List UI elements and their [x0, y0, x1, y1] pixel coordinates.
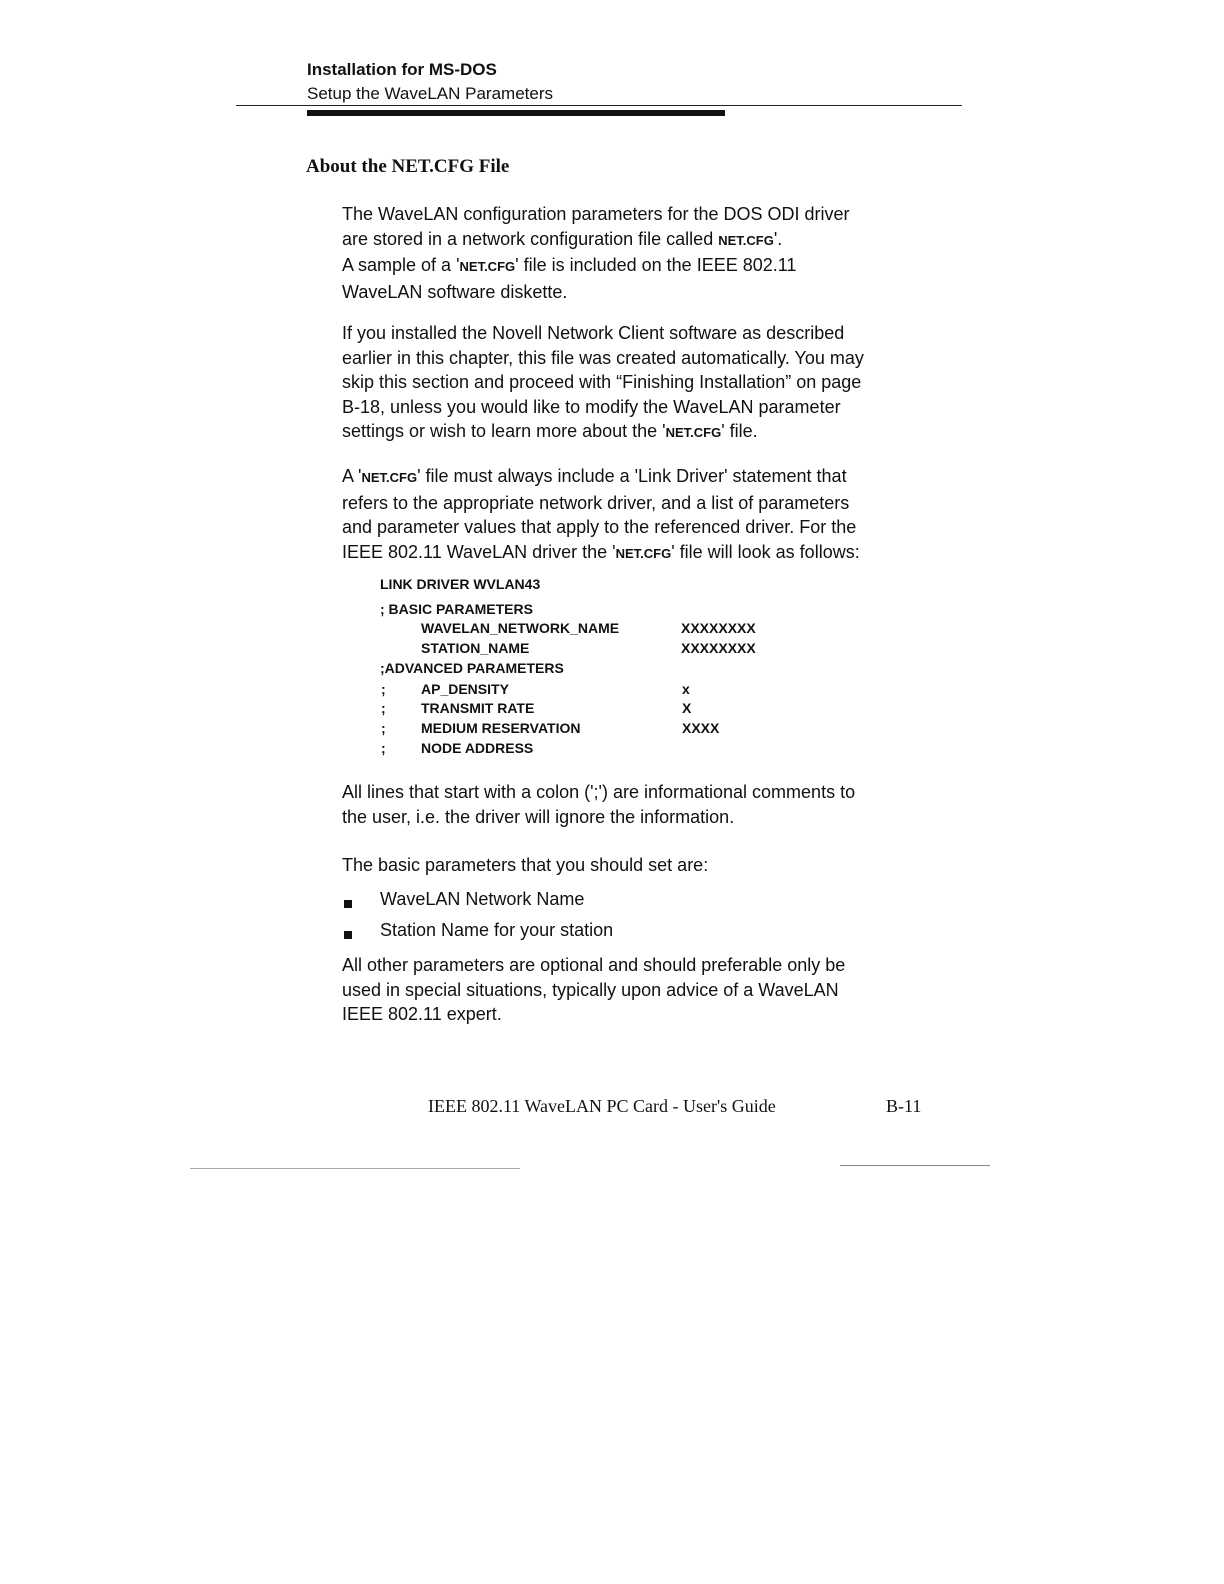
text-line — [342, 419, 942, 446]
header-rule — [236, 105, 962, 106]
network-name-value: XXXXXXXX — [681, 620, 756, 636]
basic-parameters-comment: ; BASIC PARAMETERS — [380, 601, 533, 617]
text-line: IEEE 802.11 expert. — [342, 1004, 502, 1024]
text-line — [342, 227, 942, 254]
text-line: The WaveLAN configuration parameters for the DOS ODI driver — [342, 204, 850, 224]
scan-artifact-line — [190, 1168, 520, 1169]
text-line: All other parameters are optional and should preferable only be — [342, 955, 846, 975]
text-line: B-18, unless you would like to modify the WaveLAN parameter — [342, 396, 841, 417]
text-run: ' file is included on the IEEE 802.11 — [515, 255, 797, 275]
ap-density-key: AP_DENSITY — [421, 681, 509, 697]
footer-guide-title: IEEE 802.11 WaveLAN PC Card - User's Guide — [428, 1096, 776, 1116]
list-item: Station Name for your station — [380, 920, 614, 940]
section-heading: About the NET.CFG File — [306, 156, 510, 177]
text-line — [342, 253, 942, 280]
paragraph-intro — [342, 202, 942, 304]
text-line: If you installed the Novell Network Client software as described — [342, 323, 845, 343]
text-line: the user, i.e. the driver will ignore the information. — [342, 806, 735, 827]
paragraph-comments — [342, 780, 942, 829]
text-run: IEEE 802.11 WaveLAN driver the ' — [342, 541, 616, 562]
text-line: earlier in this chapter, this file was created automatically. You may — [342, 347, 864, 368]
text-run: ' file must always include a 'Link Driver' statement that — [417, 466, 847, 486]
section-subtitle: Setup the WaveLAN Parameters — [307, 84, 553, 103]
page-number: B-11 — [886, 1096, 922, 1116]
station-name-value: XXXXXXXX — [681, 640, 756, 656]
text-line: skip this section and proceed with “Finishing Installation” on page — [342, 372, 862, 392]
text-run: A ' — [342, 466, 362, 486]
ap-density-value: x — [682, 681, 690, 697]
text-run: A sample of a ' — [342, 255, 460, 275]
comment-mark: ; — [381, 740, 386, 756]
medium-reservation-key: MEDIUM RESERVATION — [421, 720, 581, 736]
scan-artifact-line — [840, 1165, 990, 1166]
text-run: settings or wish to learn more about the ' — [342, 421, 666, 441]
header-thick-rule — [307, 110, 725, 116]
text-line: The basic parameters that you should set are: — [342, 855, 709, 875]
text-line: and parameter values that apply to the referenced driver. For the — [342, 517, 857, 537]
filename: NET.CFG — [459, 259, 516, 274]
filename: NET.CFG — [718, 232, 774, 248]
network-name-key: WAVELAN_NETWORK_NAME — [421, 620, 620, 636]
paragraph-link-driver — [342, 464, 942, 566]
text-line: used in special situations, typically upon advice of a WaveLAN — [342, 979, 839, 1000]
paragraph-basic-params — [342, 853, 942, 878]
link-driver-line: LINK DRIVER WVLAN43 — [380, 576, 541, 592]
filename: NET.CFG — [361, 470, 418, 485]
paragraph-optional — [342, 953, 942, 1027]
text-run: ' file will look as follows: — [671, 541, 860, 562]
text-line: refers to the appropriate network driver, and a list of parameters — [342, 492, 850, 513]
paragraph-novell — [342, 321, 942, 446]
text-line — [342, 464, 942, 491]
text-line: All lines that start with a colon (';') are informational comments to — [342, 782, 856, 802]
comment-mark: ; — [381, 720, 386, 736]
station-name-key: STATION_NAME — [421, 640, 530, 656]
bullet-square-icon — [344, 900, 352, 908]
bullet-square-icon — [344, 931, 352, 939]
comment-mark: ; — [381, 700, 386, 716]
advanced-parameters-comment: ;ADVANCED PARAMETERS — [380, 660, 564, 676]
text-run: ' file. — [721, 421, 758, 441]
node-address-key: NODE ADDRESS — [421, 740, 534, 756]
chapter-title: Installation for MS-DOS — [307, 60, 497, 79]
transmit-rate-key: TRANSMIT RATE — [421, 700, 535, 716]
medium-reservation-value: XXXX — [682, 720, 720, 736]
text-line: WaveLAN software diskette. — [342, 281, 568, 302]
list-item: WaveLAN Network Name — [380, 889, 585, 909]
filename: NET.CFG — [615, 545, 672, 561]
text-run: '. — [773, 228, 783, 249]
text-line — [342, 540, 942, 567]
filename: NET.CFG — [665, 425, 722, 440]
comment-mark: ; — [381, 681, 386, 697]
transmit-rate-value: X — [682, 700, 692, 716]
text-run: are stored in a network configuration file called — [342, 228, 719, 249]
